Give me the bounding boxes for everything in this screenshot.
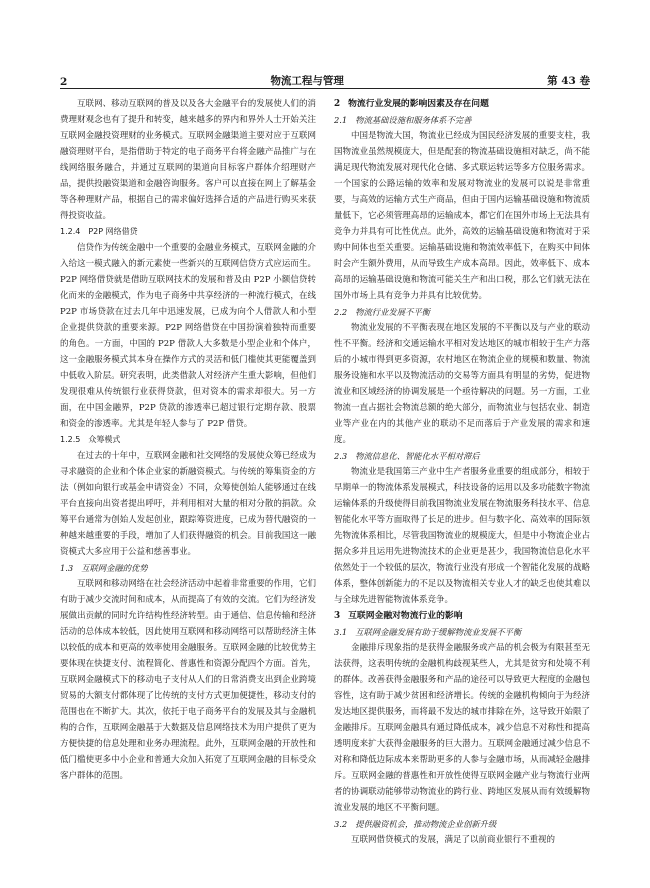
paragraph: 金融排斥现象指的是获得金融服务或产品的机会极为有限甚至无法获得，这表明传统的金融机构歧视某些人，尤其是贫穷和处境不利的群体。改善获得金融服务和产品的途径可以导致更大程度的金融包容性，这有助于减少贫困和经济增长。传统的金融机构倾向于为经济发达地区提供服务，而将最不发达的城市排除在外，这导致开始限了金融排斥。互联网金融具有通过降低成本，减少信息不对称性和提高透明度来扩大获得金融服务的巨大潜力。互联网金融通过减少信息不对称和降低边际成本来帮助更多的人参与金融市场，从而减轻金融排斥。互联网金融的普惠性和开放性使得互联网金融产业与物流行业两者的协调联动能够带动物流业的跨行业、跨地区发展从而有效缓解物流业发展的地区不平衡问题。 — [334, 643, 590, 813]
section-title: 互联网金融对物流行业的影响 — [348, 611, 463, 621]
section-heading — [60, 560, 316, 576]
header-rule — [60, 88, 590, 89]
section-title: 物流行业发展的影响因素及存在问题 — [348, 99, 489, 109]
volume-number: 第 43 卷 — [547, 75, 590, 87]
section-heading — [334, 624, 590, 640]
right-column — [334, 96, 590, 848]
paragraph: 互联网借贷模式的发展，满足了以前商业银行不重视的 — [351, 835, 556, 845]
paragraph: 互联网和移动网络在社会经济活动中起着非常重要的作用，它们有助于减少交流时间和成本，从而提高了有效的交流。它们为经济发展做出贡献的同时允许结构性经济转型。由于通信、信息传输和经济活动的总体成本较低，因此使用互联网和移动网络可以帮助经济主体以较低的成本和更高的效率使用金融服务。互联网金融的比较优势主要体现在快捷支付、流程简化、普惠性和资源分配四个方面。首先，互联网金融模式下的移动电子支付从人们的日常消费支出到企业跨境贸易的大额支付都体现了比传统的支付方式更加便捷性，移动支付的范围也在不断扩大。其次，依托于电子商务平台的发展及其与金融机构的合作，互联网金融基于大数据及信息网络技术为用户提供了更为方便快捷的信息处理和业务办理流程。此外，互联网金融的开放性和低门槛使更多中小企业和普通大众加入拓宽了互联网金融的目标受众客户群体的范围。 — [60, 579, 316, 781]
section-title: 互联网金融发展有助于缓解物流业发展不平衡 — [355, 627, 522, 637]
paragraph: 中国是物流大国，物流业已经成为国民经济发展的重要支柱，我国物流业虽然规模庞大，但是配套的物流基础设施相对缺乏，尚不能满足现代物流发展对现代化仓储、多式联运转运等多方位服务需求。一个国家的公路运输的效率和发展对物流业的发展可以说是非常重要，与高效的运输方式生产商品，但由于国内运输基础设施和物流质量低下，它必须管理高昂的运输成本，都它们在国外市场上无法具有竞争力并具有可比性优点。此外，高效的运输基础设施和物流对于采购中间体也至关重要。运输基础设施和物流效率低下，在购买中间体时会产生额外费用，从而导致生产成本高昂。因此，效率低下、成本高昂的运输基础设施和物流可能关生产和出口税，那么它们就无法在国外市场上具有竞争力并具有比较优势。 — [334, 131, 590, 301]
paragraph: 物流业发展的不平衡表现在地区发展的不平衡以及与产业的联动性不平衡。经济和交通运输水平相对发达地区的城市相较于生产力落后的小城市得到更多资源，农村地区在物流企业的规模和数量、物流服务设施和水平以及物流活动的交易等方面具有明显的劣势，促进物流业和区域经济的协调发展是一个亟待解决的问题。另一方面，工业物流一直占据社会物流总额的绝大部分，而物流业与包括农业、制造业等产业在内的其他产业的联动不足而落后于产业发展的需求和速度。 — [334, 323, 590, 445]
section-number: 3.1 — [334, 627, 348, 637]
section-number: 1.3 — [60, 563, 74, 573]
section-number: 2.3 — [334, 451, 348, 461]
section-title: 物流行业发展不平衡 — [355, 307, 430, 317]
section-heading — [334, 112, 590, 128]
section-heading — [334, 816, 590, 832]
section-heading — [334, 96, 590, 112]
section-heading — [334, 608, 590, 624]
section-number: 1.2.5 — [60, 435, 81, 444]
section-title: P2P 网络借贷 — [88, 227, 138, 236]
section-title: 物流基础设施和服务体系不完善 — [355, 115, 472, 125]
body-columns — [60, 96, 590, 848]
section-number: 3 — [334, 611, 341, 621]
page-number: 2 — [60, 76, 68, 88]
section-heading — [60, 224, 316, 240]
section-number: 2 — [334, 99, 341, 109]
section-number: 2.2 — [334, 307, 348, 317]
paragraph: 信贷作为传统金融中一个重要的金融业务模式，互联网金融的介入给这一模式融入的新元素使一些新兴的互联网信贷方式应运而生。P2P 网络借贷就是借助互联网技术的发展和普及由 P2P 小额信贷转化而来的金融模式，作为电子商务中共享经济的一种流行模式，在线 P2P 市场贷款在过去几年中迅速发展，已成为向个人借款人和小型企业提供贷款的重要来源。P2P 网络借贷在中国扮演着独特而重要的角色。一方面，中国的 P2P 借款人大多数是小型企业和个体户，这一金融服务模式其本身在操作方式的灵活和低门槛使其更能覆盖到中低收入阶层。研究表明，此类借款人对经济产生重大影响，但他们发现很难从传统银行业获得贷款，但对资本的需求却很大。另一方面，在中国金融界，P2P 贷款的渗透率已超过银行定期存款、股票和资金的渗透率。尤其是年轻人参与了 P2P 借贷。 — [60, 243, 316, 429]
section-title: 提供融资机会，推动物流企业创新升级 — [355, 819, 497, 829]
section-title: 众筹模式 — [88, 435, 121, 444]
section-title: 物流信息化、智能化水平相对滞后 — [355, 451, 480, 461]
section-title: 互联网金融的优势 — [81, 563, 148, 573]
section-number: 3.2 — [334, 819, 348, 829]
section-heading — [334, 448, 590, 464]
section-heading — [60, 432, 316, 448]
section-number: 1.2.4 — [60, 227, 81, 236]
journal-name: 物流工程与管理 — [270, 75, 344, 87]
running-header — [60, 66, 590, 88]
section-heading — [334, 304, 590, 320]
section-number: 2.1 — [334, 115, 348, 125]
paragraph: 互联网、移动互联网的普及以及各大金融平台的发展使人们的消费理财观念也有了提升和转变，越来越多的界内和界外人士开始关注互联网金融投资理财的业务模式。互联网金融渠道主要对应于互联网融资理财平台，是指借助于特定的电子商务平台将金融产品推广与在线网络服务融合，并通过互联网的渠道向目标客户群体介绍理财产品，提供投融资渠道和金融咨询服务。客户可以直接在网上了解基金等各种理财产品，根据自己的需求偏好选择合适的产品进行购买来获得投资收益。 — [60, 99, 316, 221]
left-column — [60, 96, 316, 848]
paragraph: 在过去的十年中，互联网金融和社交网络的发展使众筹已经成为寻求融资的企业和个体企业家的新融资模式。与传统的筹集资金的方法（例如向银行或基金申请资金）不同，众筹使创始人能够通过在线平台直接向出资者提出呼吁，并利用相对大量的相对分散的捐款。众筹平台通常为创始人发起创业，跟踪筹资进度，已成为替代融资的一种越来越重要的手段，增加了人们获得融资的机会。目前我国这一融资模式大多应用于公益和慈善事业。 — [60, 451, 316, 557]
paragraph: 物流业是我国第三产业中生产者服务业重要的组成部分，相较于早期单一的物流体系发展模式，科技设备的运用以及多功能数字物流运输体系的升级使得目前我国物流业发展在物流服务科技水平、信息智能化水平等方面取得了长足的进步。但与数字化、高效率的国际领先物流体系相比，尽管我国物流业的规模庞大，但是中小物流企业占据众多并且运用先进物流技术的企业更是甚少，我国物流信息化水平依然处于一个较低的层次，物流行业没有形成一个智能化发展的战略体系，整体创新能力的不足以及物流相关专业人才的缺乏也使其难以与全球先进智能物流体系竞争。 — [334, 467, 590, 605]
